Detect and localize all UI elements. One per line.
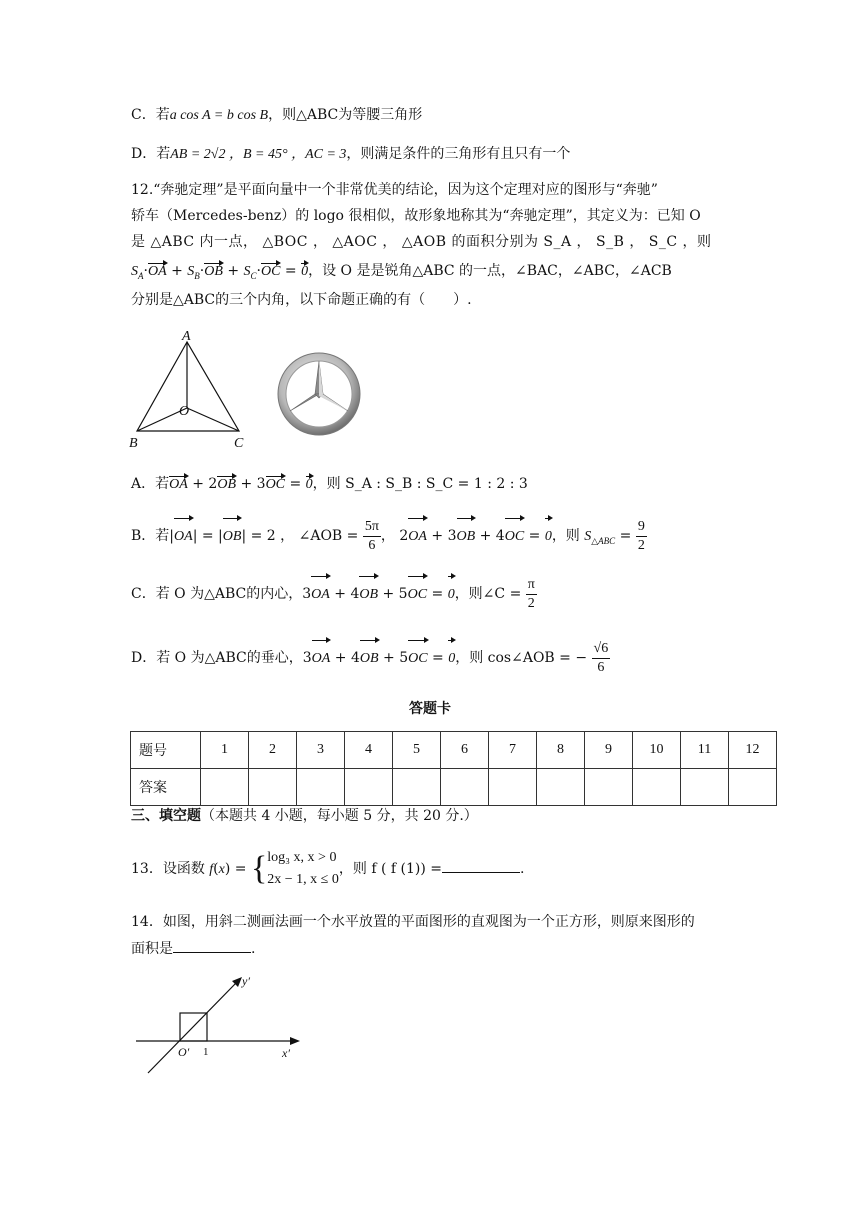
answer-cell[interactable] [249,769,297,806]
question-number-cell: 8 [537,732,585,769]
answer-cell[interactable] [633,769,681,806]
q11-d-math: AB = 2√2 ，B = 45° ，AC = 3 [170,147,347,162]
question-number-cell: 7 [489,732,537,769]
row-head-answer: 答案 [131,769,201,806]
answer-card-answer-row [131,769,777,806]
question-number-cell: 4 [345,732,393,769]
question-number-cell: 3 [297,732,345,769]
question-number-cell: 2 [249,732,297,769]
q12-option-a: A．若OA + 2OB + 3OC = 0，则 S_A : S_B : S_C = 1 : 2 : 3 [131,474,528,495]
answer-cell[interactable] [345,769,393,806]
unit-label: 1 [203,1046,209,1058]
answer-cell[interactable] [537,769,585,806]
q12-option-c: C．若 O 为△ABC的内心，3OA + 4OB + 5OC = 0，则∠C = $\frac{\pi}{2}$ [131,574,537,615]
answer-cell[interactable] [441,769,489,806]
answer-cell[interactable] [585,769,633,806]
question-number-cell: 12 [729,732,777,769]
answer-card-number-row [131,732,777,769]
q11-c-math: a cos A = b cos B [169,108,269,123]
question-number-cell: 6 [441,732,489,769]
question-number-cell: 9 [585,732,633,769]
answer-cell[interactable] [201,769,249,806]
x-axis-label: x′ [282,1046,290,1060]
q13-answer-blank[interactable] [442,858,520,873]
q13-cases: log₃ x, x > 0 2x − 1, x ≤ 0 [267,850,339,887]
vertex-b-label: B [129,436,138,450]
answer-card-title: 答题卡 [409,701,451,717]
q12-line-1: 12.“奔驰定理”是平面向量中一个非常优美的结论，因为这个定理对应的图形与“奔驰” [131,182,658,198]
q11-option-c: C．若a cos A = b cos B，则△ABC为等腰三角形 [131,107,423,123]
y-axis-label: y′ [242,974,250,988]
q12-line-5: 分别是△ABC的三个内角，以下命题正确的有（ ）. [131,292,472,308]
question-number-cell: 10 [633,732,681,769]
vertex-a-label: A [182,329,191,344]
origin-label: O′ [178,1045,190,1059]
q14-line-2: 面积是 . [131,938,255,959]
mercedes-logo-image [274,349,364,439]
answer-cell[interactable] [489,769,537,806]
answer-cell[interactable] [681,769,729,806]
answer-cell[interactable] [729,769,777,806]
answer-cell[interactable] [393,769,441,806]
row-head-number: 题号 [131,732,201,769]
question-number-cell: 1 [201,732,249,769]
section-3-heading: 三、填空题（本题共 4 小题，每小题 5 分，共 20 分.） [131,808,478,824]
question-number-cell: 11 [681,732,729,769]
q12-option-d: D．若 O 为△ABC的垂心，3OA + 4OB + 5OC = 0，则 cos∠AOB = − $\frac{√6}{6}$ [131,638,610,679]
q12-line-3: 是 △ABC 内一点， △BOC ， △AOC ， △AOB 的面积分别为 S_A ， S_B ， S_C ，则 [131,234,712,250]
q12-line-4: $S_A\cdot OA + S_B\cdot OB + S_C\cdot OC = 0$，设 O 是是锐角△ABC 的一点，∠BAC，∠ABC，∠ACB [131,263,672,281]
q14-line-1: 14．如图，用斜二测画法画一个水平放置的平面图形的直观图为一个正方形，则原来图形的 [131,914,695,930]
q12-line-2: 轿车（Mercedes-benz）的 logo 很相似，故形象地称其为“奔驰定理”，其定义为：已知 O [131,208,701,224]
oblique-axes-figure [130,965,310,1080]
vertex-c-label: C [234,436,244,450]
triangle-figure [125,328,250,450]
answer-card-table [130,731,777,806]
q12-option-b: B．若|OA| = |OB| = 2 ， ∠AOB = $\frac{5\pi}{6}$ ， 2OA + 3OB + 4OC = 0，则 $S_{\triangle ABC}$ = $\frac{9}{2}$ [131,516,647,561]
point-o-label: O [179,404,190,419]
q13: 13．设函数 f(x) = { log₃ x, x > 0 2x − 1, x ≤ 0 ，则 f ( f (1)) = . [131,844,524,895]
q11-option-d: D．若AB = 2√2 ，B = 45° ，AC = 3，则满足条件的三角形有且只有一个 [131,146,571,162]
q14-answer-blank[interactable] [173,938,251,953]
answer-cell[interactable] [297,769,345,806]
question-number-cell: 5 [393,732,441,769]
